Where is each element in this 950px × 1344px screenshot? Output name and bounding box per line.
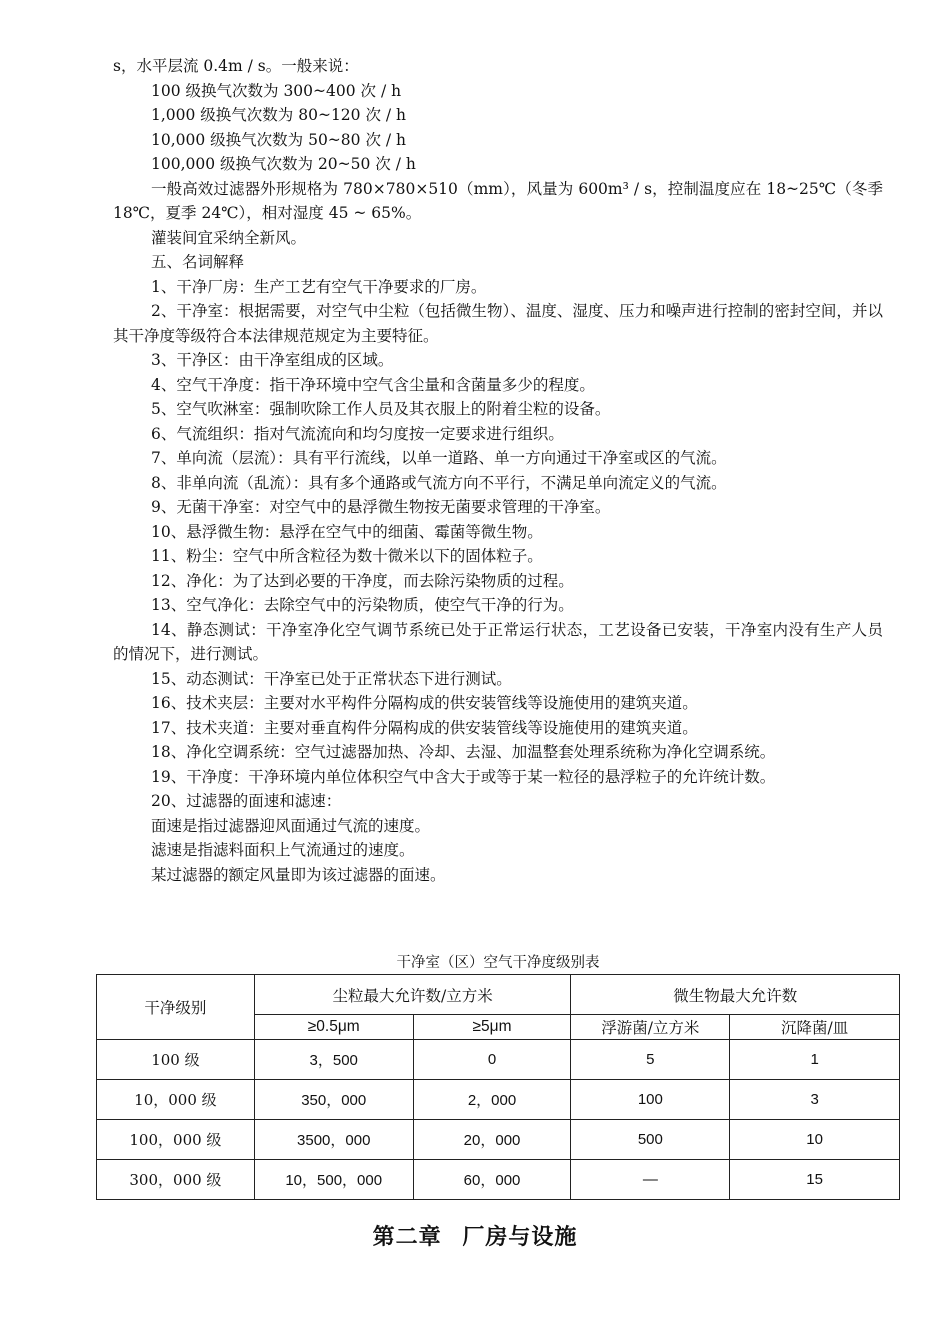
- subheader-dust-5: ≥5μm: [413, 1015, 571, 1040]
- chapter-number: 第二章: [372, 1225, 442, 1250]
- paragraph: 五、名词解释: [151, 253, 245, 271]
- table-cell: 20，000: [413, 1120, 571, 1160]
- table-row: [97, 1080, 900, 1120]
- table-cell: 10: [730, 1120, 900, 1160]
- paragraph: 12、净化：为了达到必要的干净度，而去除污染物质的过程。: [151, 571, 574, 590]
- paragraph: 8、非单向流（乱流）：具有多个通路或气流方向不平行，不满足单向流定义的气流。: [151, 473, 727, 492]
- table-cell: 300，000 级: [97, 1160, 255, 1200]
- table-cell: 10，000 级: [97, 1080, 255, 1120]
- table-cell: 5: [571, 1040, 730, 1080]
- table-cell: 3500，000: [254, 1120, 413, 1160]
- paragraph: 一般高效过滤器外形规格为 780×780×510（mm），风量为 600m³ / s，控制温度应在 18~25℃（冬季 18℃，夏季 24℃），相对湿度 45 ~ 65%。: [113, 179, 883, 222]
- table-row: [97, 1120, 900, 1160]
- paragraph: 13、空气净化：去除空气中的污染物质，使空气干净的行为。: [151, 596, 574, 614]
- cleanliness-grade-table: [96, 974, 900, 1200]
- subheader-dust-05: ≥0.5μm: [254, 1015, 413, 1040]
- header-dust: 尘粒最大允许数/立方米: [254, 975, 571, 1015]
- table-cell: 350，000: [254, 1080, 413, 1120]
- table-cell: 500: [571, 1120, 730, 1160]
- table-cell: 10，500，000: [254, 1160, 413, 1200]
- subheader-settling: 沉降菌/皿: [730, 1015, 900, 1040]
- paragraph: 100 级换气次数为 300~400 次 / h: [151, 81, 402, 100]
- table-cell: 15: [730, 1160, 900, 1200]
- paragraph: 100,000 级换气次数为 20~50 次 / h: [151, 155, 416, 173]
- paragraph: 6、气流组织：指对气流流向和均匀度按一定要求进行组织。: [151, 424, 564, 443]
- header-microbe: 微生物最大允许数: [571, 975, 900, 1015]
- paragraph: s，水平层流 0.4m / s。一般来说：: [113, 57, 359, 75]
- paragraph: 18、净化空调系统：空气过滤器加热、冷却、去湿、加温整套处理系统称为净化空调系统。: [151, 743, 776, 761]
- table-row: [97, 1040, 900, 1080]
- paragraph: 面速是指过滤器迎风面通过气流的速度。: [151, 816, 431, 835]
- paragraph: 7、单向流（层流）：具有平行流线，以单一道路、单一方向通过干净室或区的气流。: [151, 449, 727, 467]
- table-cell: 100，000 级: [97, 1120, 255, 1160]
- paragraph: 19、干净度：干净环境内单位体积空气中含大于或等于某一粒径的悬浮粒子的允许统计数。: [151, 767, 776, 786]
- paragraph: 1,000 级换气次数为 80~120 次 / h: [151, 106, 407, 124]
- paragraph: 15、动态测试：干净室已处于正常状态下进行测试。: [151, 669, 512, 688]
- table-cell: —: [571, 1160, 730, 1200]
- paragraph: 滤速是指滤料面积上气流通过的速度。: [151, 841, 415, 859]
- table-cell: 100 级: [97, 1040, 255, 1080]
- table-cell: 2，000: [413, 1080, 571, 1120]
- table-caption: 干净室（区）空气干净度级别表: [396, 955, 600, 971]
- paragraph: 20、过滤器的面速和滤速：: [151, 792, 342, 810]
- paragraph: 1、干净厂房：生产工艺有空气干净要求的厂房。: [151, 277, 487, 296]
- paragraph: 9、无菌干净室：对空气中的悬浮微生物按无菌要求管理的干净室。: [151, 498, 611, 516]
- table-cell: 3，500: [254, 1040, 413, 1080]
- table-cell: 0: [413, 1040, 571, 1080]
- header-grade: 干净级别: [97, 975, 255, 1040]
- document-body: [113, 54, 883, 887]
- chapter-heading: [0, 1220, 950, 1251]
- paragraph: 16、技术夹层：主要对水平构件分隔构成的供安装管线等设施使用的建筑夹道。: [151, 694, 698, 712]
- paragraph: 10,000 级换气次数为 50~80 次 / h: [151, 130, 407, 149]
- chapter-title: 厂房与设施: [462, 1225, 578, 1250]
- paragraph: 某过滤器的额定风量即为该过滤器的面速。: [151, 865, 446, 884]
- paragraph: 2、干净室：根据需要，对空气中尘粒（包括微生物）、温度、湿度、压力和噪声进行控制的密封空间，并以其干净度等级符合本法律规范规定为主要特征。: [113, 302, 883, 345]
- paragraph: 10、悬浮微生物：悬浮在空气中的细菌、霉菌等微生物。: [151, 522, 543, 541]
- paragraph: 3、干净区：由干净室组成的区域。: [151, 351, 394, 369]
- paragraph: 17、技术夹道：主要对垂直构件分隔构成的供安装管线等设施使用的建筑夹道。: [151, 718, 698, 737]
- table-cell: 3: [730, 1080, 900, 1120]
- table-row: [97, 1160, 900, 1200]
- table-cell: 100: [571, 1080, 730, 1120]
- table-cell: 1: [730, 1040, 900, 1080]
- subheader-airborne: 浮游菌/立方米: [571, 1015, 730, 1040]
- paragraph: 5、空气吹淋室：强制吹除工作人员及其衣服上的附着尘粒的设备。: [151, 400, 611, 418]
- table-cell: 60，000: [413, 1160, 571, 1200]
- paragraph: 灌装间宜采纳全新风。: [151, 228, 307, 247]
- paragraph: 11、粉尘：空气中所含粒径为数十微米以下的固体粒子。: [151, 547, 543, 565]
- paragraph: 14、静态测试：干净室净化空气调节系统已处于正常运行状态，工艺设备已安装，干净室内没有生产人员的情况下，进行测试。: [113, 620, 883, 663]
- paragraph: 4、空气干净度：指干净环境中空气含尘量和含菌量多少的程度。: [151, 375, 595, 394]
